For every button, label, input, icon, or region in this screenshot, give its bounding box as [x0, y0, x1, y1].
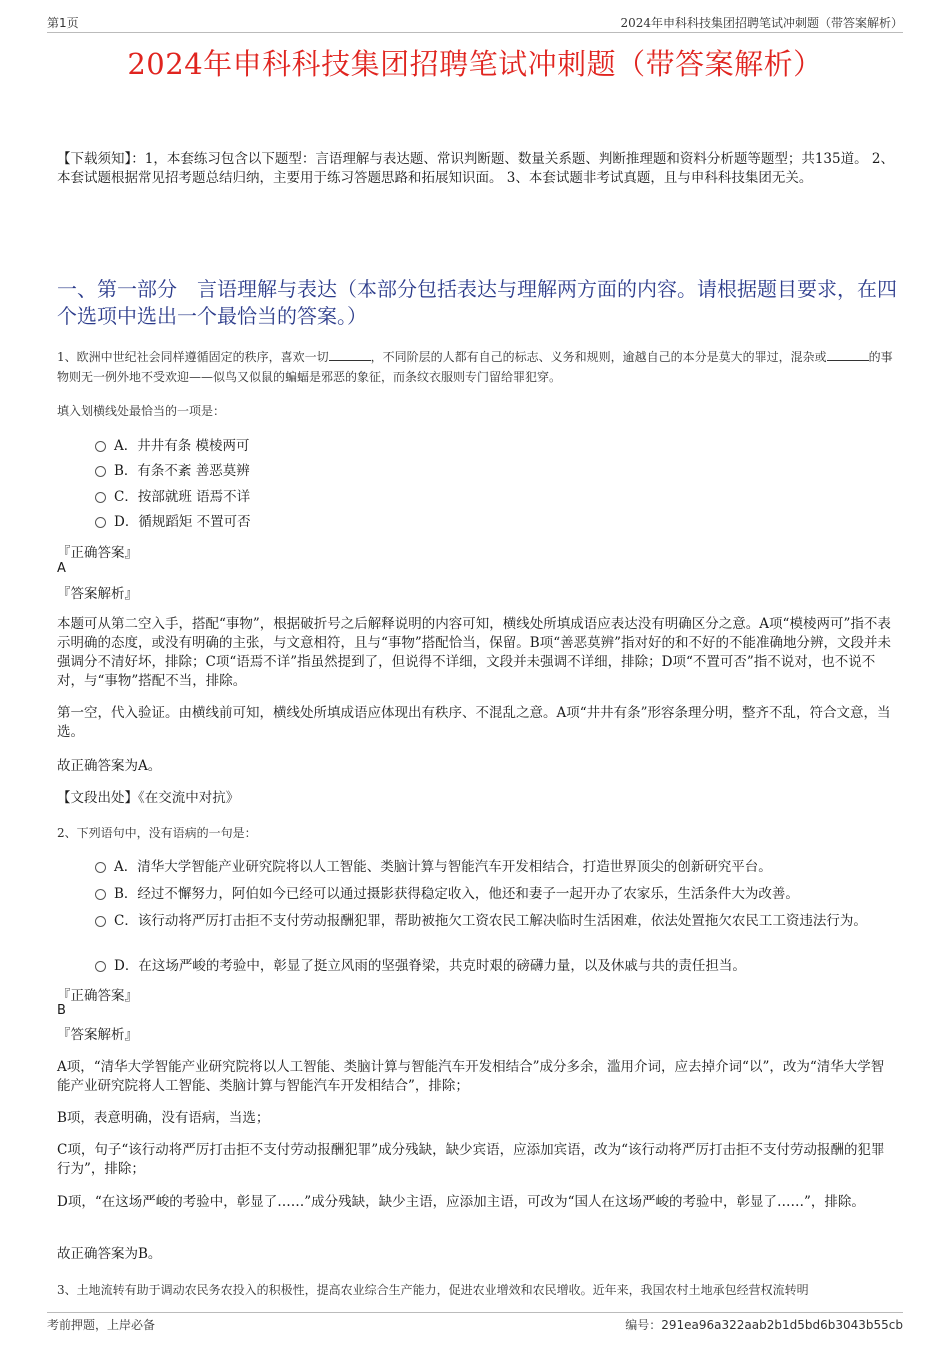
q2-analysis-label: 『答案解析』 [57, 1027, 138, 1043]
page-header [47, 14, 903, 33]
question-1-stem: 1、欧洲中世纪社会同样遵循固定的秩序，喜欢一切 ，不同阶层的人都有自己的标志、义务和规则，逾越自己的本分是莫大的罪过，混杂或 的事物则无一例外地不受欢迎——似鸟又似鼠的蝙蝠是邪恶的象征，而条纹衣服则专门留给罪犯穿。 [57, 350, 893, 384]
q1-analysis-p2: 第一空，代入验证。由横线前可知，横线处所填成语应体现出有秩序、不混乱之意。A项“井井有条”形容条理分明，整齐不乱，符合文意，当选。 [57, 705, 891, 740]
q1-option-a[interactable]: A．井井有条 模棱两可 [95, 436, 895, 457]
q1-option-b[interactable]: B．有条不紊 善恶莫辨 [95, 461, 895, 482]
download-notice: 【下载须知】：1，本套练习包含以下题型：言语理解与表达题、常识判断题、数量关系题、判断推理题和资料分析题等题型；共135道。 2、本套试题根据常见招考题总结归纳，主要用于练习答题思路和拓展知识面。 3、本套试题非考试真题，且与申科科技集团无关。 [57, 151, 894, 186]
q2-analysis-c: C项，句子“该行动将严厉打击拒不支付劳动报酬犯罪”成分残缺，缺少宾语，应添加宾语，改为“该行动将严厉打击拒不支付劳动报酬的犯罪行为”，排除； [57, 1142, 885, 1177]
q2-option-c[interactable]: C．该行动将严厉打击拒不支付劳动报酬犯罪，帮助被拖欠工资农民工解决临时生活困难，依法处置拖欠农民工工资违法行为。 [95, 911, 895, 932]
question-2-stem: 2、下列语句中，没有语病的一句是： [57, 826, 257, 840]
q1-analysis-label: 『答案解析』 [57, 586, 138, 602]
fill-blank [329, 349, 371, 361]
q1-option-d[interactable]: D．循规蹈矩 不置可否 [95, 512, 895, 533]
q1-analysis-p1: 本题可从第二空入手，搭配“事物”，根据破折号之后解释说明的内容可知，横线处所填成语应表达没有明确区分之意。A项“模棱两可”指不表示明确的态度，或没有明确的主张，与文意相符，且与“事物”搭配恰当，保留。B项“善恶莫辨”指对好的和不好的不能准确地分辨，文段并未强调分不清好坏，排除；C项“语焉不详”指虽然提到了，但说得不详细，文段并未强调不详细，排除；D项“不置可否”指不说对，也不说不对，与“事物”搭配不当，排除。 [57, 616, 892, 689]
page-number: 第1页 [47, 16, 79, 30]
radio-icon[interactable] [95, 466, 106, 477]
q2-analysis-b: B项，表意明确，没有语病，当选； [57, 1110, 270, 1126]
radio-icon[interactable] [95, 441, 106, 452]
q2-option-d[interactable]: D．在这场严峻的考验中，彰显了挺立风雨的坚强脊梁，共克时艰的磅礴力量，以及休戚与共的责任担当。 [95, 956, 895, 977]
q2-answer: B [57, 1003, 66, 1018]
footer-slogan: 考前押题，上岸必备 [47, 1318, 156, 1332]
q1-answer-label: 『正确答案』 [57, 545, 138, 561]
question-3-stem: 3、土地流转有助于调动农民务农投入的积极性，提高农业综合生产能力，促进农业增效和农民增收。近年来，我国农村土地承包经营权流转明 [57, 1283, 809, 1297]
radio-icon[interactable] [95, 889, 106, 900]
radio-icon[interactable] [95, 862, 106, 873]
q1-analysis-p3: 故正确答案为A。 [57, 758, 162, 774]
q2-analysis-a: A项，“清华大学智能产业研究院将以人工智能、类脑计算与智能汽车开发相结合”成分多余，滥用介词，应去掉介词“以”，改为“清华大学智能产业研究院将人工智能、类脑计算与智能汽车开发相结合”，排除； [57, 1059, 885, 1094]
fill-blank [827, 349, 869, 361]
question-1-hint: 填入划横线处最恰当的一项是： [57, 404, 226, 418]
q2-analysis-conclusion: 故正确答案为B。 [57, 1246, 162, 1262]
page-footer [47, 1312, 903, 1333]
footer-code: 编号：291ea96a322aab2b1d5bd6b3043b55cb [625, 1318, 903, 1332]
document-title: 2024年申科科技集团招聘笔试冲刺题（带答案解析） [127, 47, 823, 81]
q2-analysis-d: D项，“在这场严峻的考验中，彰显了……”成分残缺，缺少主语，应添加主语，可改为“国人在这场严峻的考验中，彰显了……”，排除。 [57, 1194, 865, 1210]
radio-icon[interactable] [95, 916, 106, 927]
q1-answer: A [57, 561, 66, 576]
header-title: 2024年申科科技集团招聘笔试冲刺题（带答案解析） [620, 16, 903, 30]
q2-answer-label: 『正确答案』 [57, 988, 138, 1004]
q2-option-b[interactable]: B．经过不懈努力，阿伯如今已经可以通过摄影获得稳定收入，他还和妻子一起开办了农家乐，生活条件大为改善。 [95, 884, 895, 905]
radio-icon[interactable] [95, 492, 106, 503]
radio-icon[interactable] [95, 517, 106, 528]
q2-option-a[interactable]: A．清华大学智能产业研究院将以人工智能、类脑计算与智能汽车开发相结合，打造世界顶尖的创新研究平台。 [95, 857, 895, 878]
q1-source: 【文段出处】《在交流中对抗》 [57, 790, 240, 806]
section-heading: 一、第一部分 言语理解与表达（本部分包括表达与理解两方面的内容。请根据题目要求，在四个选项中选出一个最恰当的答案。） [57, 277, 897, 328]
q1-option-c[interactable]: C．按部就班 语焉不详 [95, 487, 895, 508]
radio-icon[interactable] [95, 961, 106, 972]
